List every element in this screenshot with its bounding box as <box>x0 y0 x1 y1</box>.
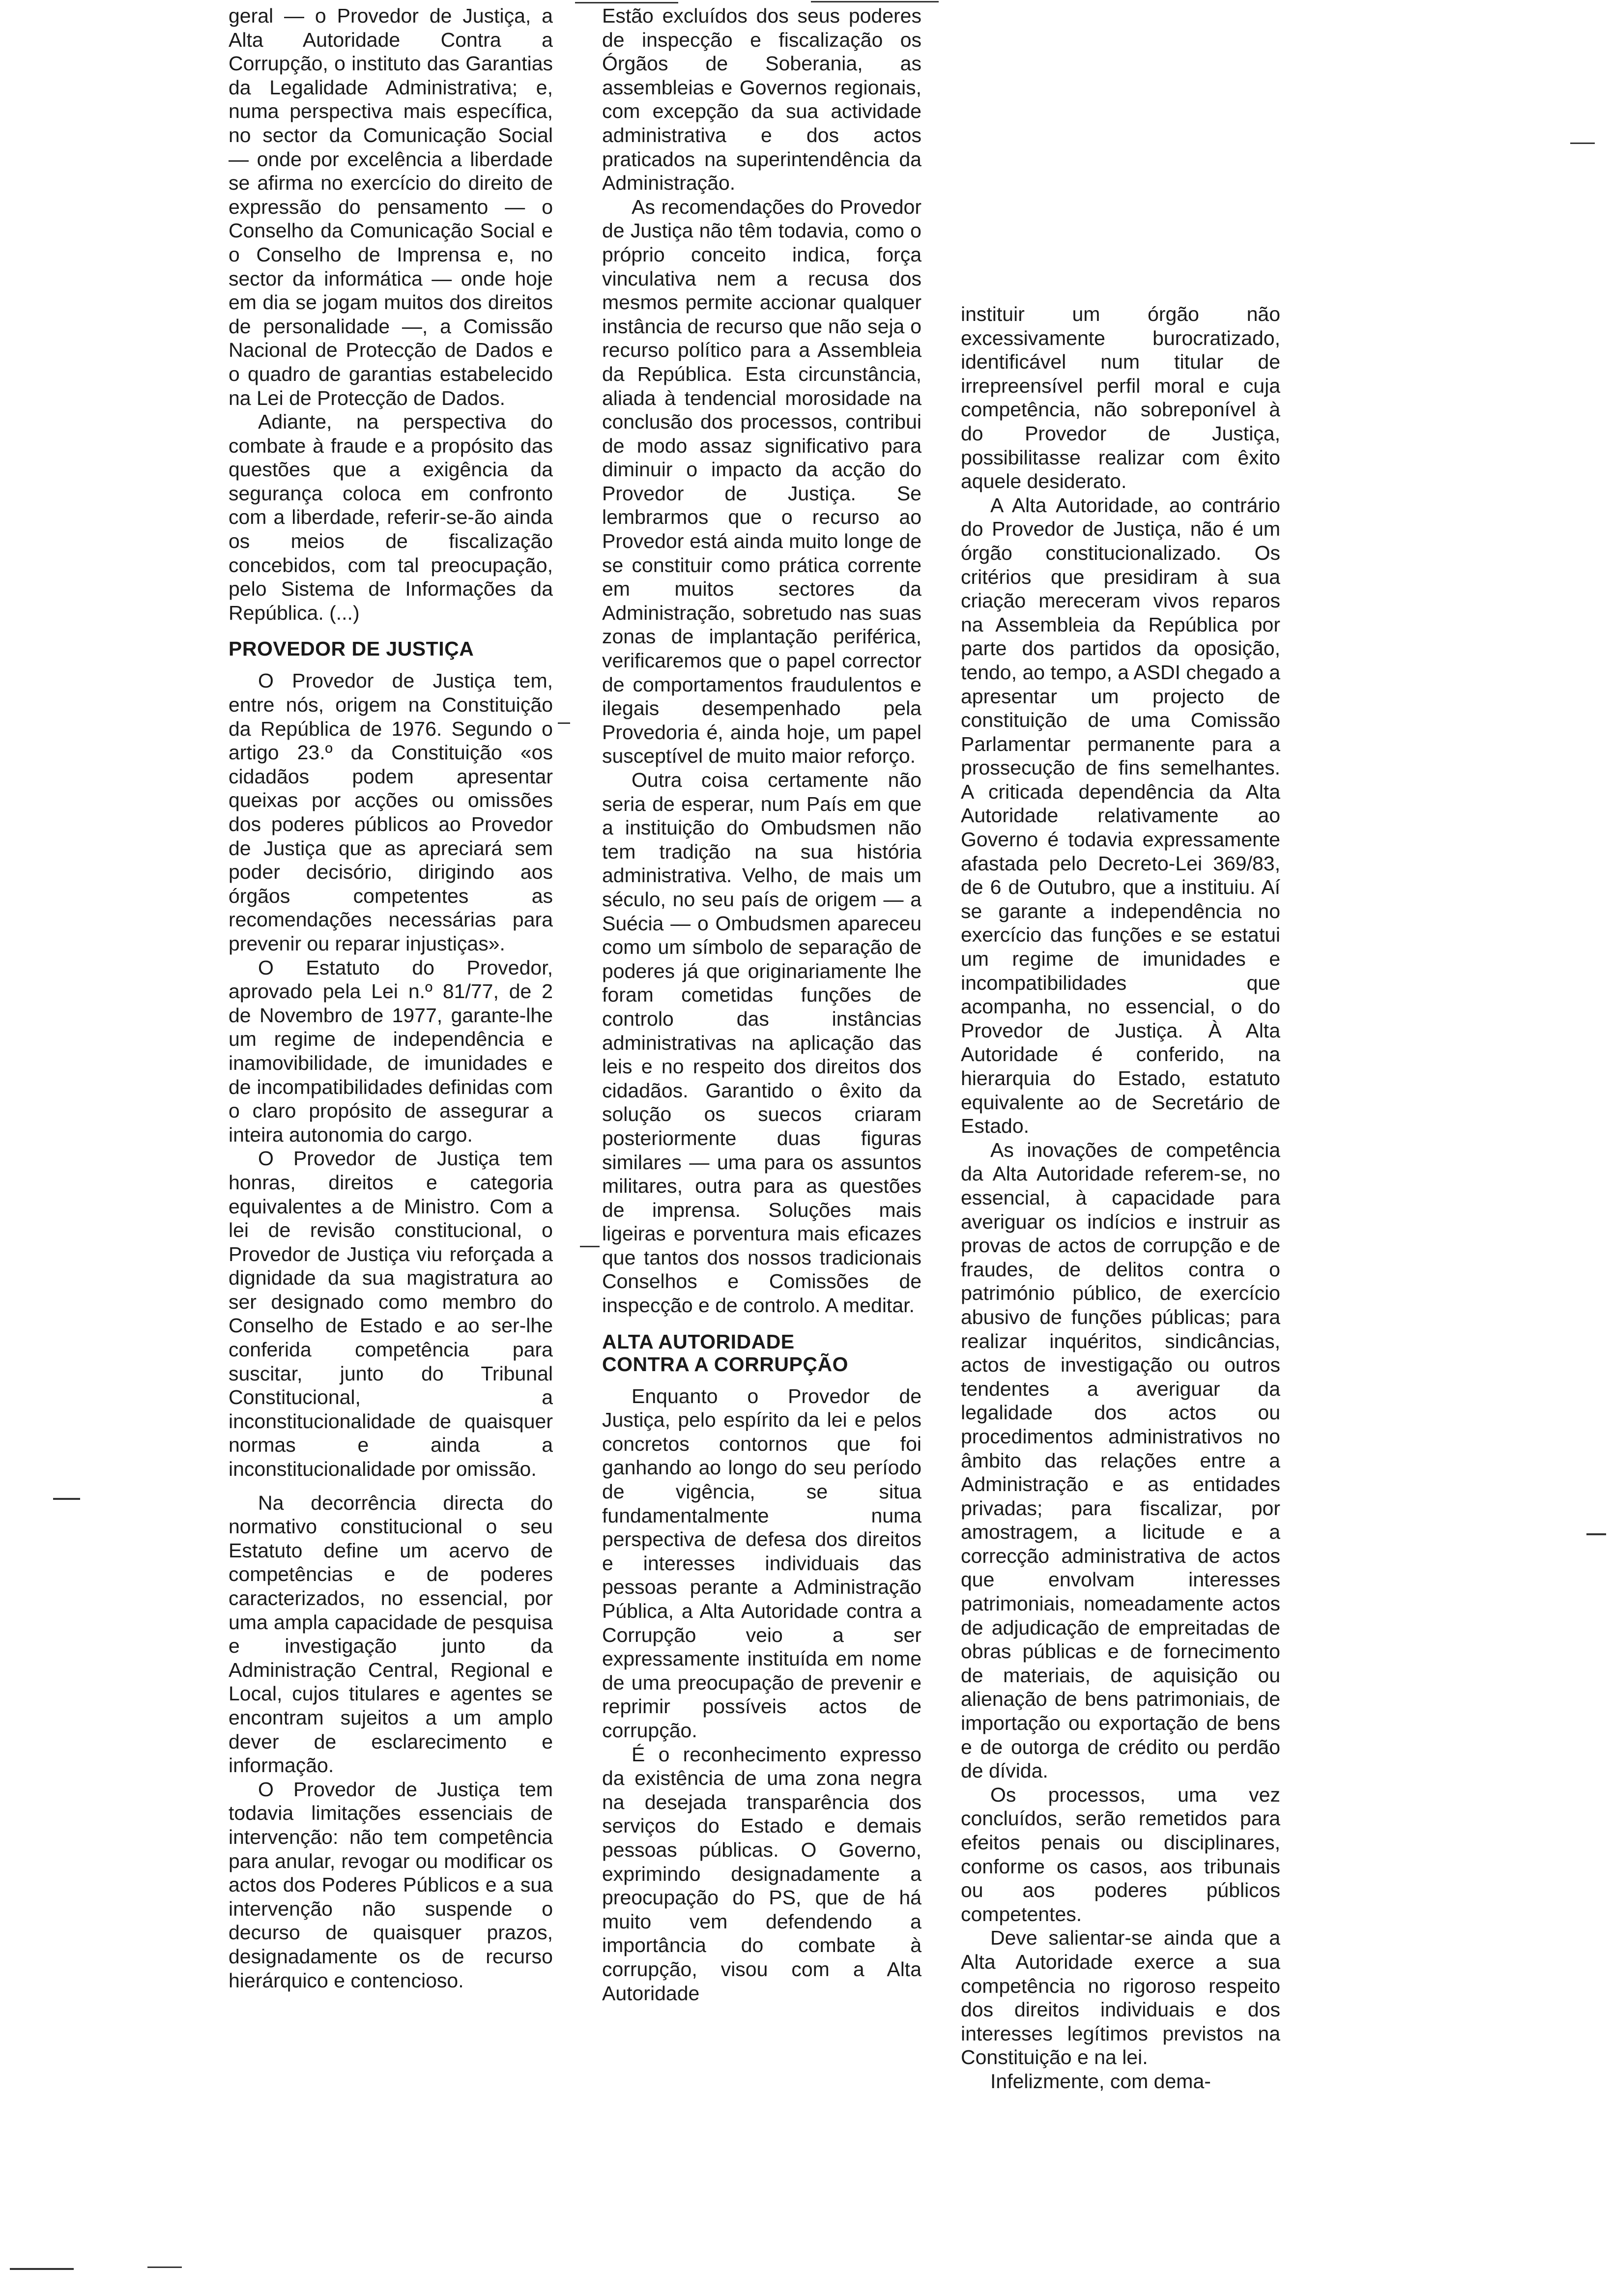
scan-mark <box>575 2 678 3</box>
paragraph: É o reconhecimento expresso da existência de uma zona negra na desejada transparência dos serviços do Estado e demais pessoas públicas. O Governo, exprimindo designadamente a preocupação do PS, que de há muito vem defendendo a importância do combate à corrupção, visou com a Alta Autoridade <box>602 1743 921 2005</box>
paragraph: Os processos, uma vez concluídos, serão remetidos para efeitos penais ou disciplinares, conforme os casos, aos tribunais ou aos poderes públicos competentes. <box>961 1783 1280 1925</box>
paragraph: geral — o Provedor de Justiça, a Alta Autoridade Contra a Corrupção, o instituto das Garantias da Legalidade Administrativa; e, numa perspectiva mais específica, no sector da Comunicação Social — onde por excelência a liberdade se afirma no exercício do direito de expressão do pensamento — o Conselho da Comunicação Social e o Conselho de Imprensa e, no sector da informática — onde hoje em dia se jogam muitos dos direitos de personalidade —, a Comissão Nacional de Protecção de Dados e o quadro de garantias estabelecido na Lei de Protecção de Dados. <box>229 4 553 409</box>
scan-mark <box>580 1246 600 1247</box>
paragraph: As recomendações do Provedor de Justiça não têm todavia, como o próprio conceito indica, força vinculativa nem a recusa dos mesmos permite accionar qualquer instância de recurso que não seja o recurso político para a Assembleia da República. Esta circunstância, aliada à tendencial morosidade na conclusão dos processos, contribui de modo assaz significativo para diminuir o impacto da acção do Provedor de Justiça. Se lembrarmos que o recurso ao Provedor está ainda muito longe de se constituir como prática corrente em muitos sectores da Administração, sobretudo nas suas zonas de implantação periférica, verificaremos que o papel corrector de comportamentos fraudulentos e ilegais desempenhado pela Provedoria é, ainda hoje, um papel susceptível de muito maior reforço. <box>602 195 921 768</box>
scan-mark <box>147 2267 182 2268</box>
scan-mark <box>53 1498 80 1500</box>
paragraph: Infelizmente, com dema- <box>990 2069 1211 2093</box>
scan-mark <box>1570 143 1595 144</box>
paragraph: O Provedor de Justiça tem todavia limitações essenciais de intervenção: não tem competência para anular, revogar ou modificar os actos dos Poderes Públicos e a sua intervenção não suspende o decurso de quaisquer prazos, designadamente os de recurso hierárquico e contencioso. <box>229 1778 553 1992</box>
paragraph: Deve salientar-se ainda que a Alta Autoridade exerce a sua competência no rigoroso respeito dos direitos individuais e dos interesses legítimos previstos na Constituição e na lei. <box>961 1926 1280 2069</box>
heading-line: CONTRA A CORRUPÇÃO <box>602 1352 848 1376</box>
paragraph: O Provedor de Justiça tem, entre nós, origem na Constituição da República de 1976. Segundo o artigo 23.º da Constituição «os cidadãos podem apresentar queixas por acções ou omissões dos poderes públicos ao Provedor de Justiça que as apreciará sem poder decisório, dirigindo aos órgãos competentes as recomendações necessárias para prevenir ou reparar injustiças». <box>229 669 553 955</box>
paragraph: Adiante, na perspectiva do combate à fraude e a propósito das questões que a exigência da segurança coloca em confronto com a liberdade, referir-se-ão ainda os meios de fiscalização concebidos, com tal preocupação, pelo Sistema de Informações da República. (...) <box>229 410 553 624</box>
paragraph: As inovações de competência da Alta Autoridade referem-se, no essencial, à capacidade para averiguar os indícios e instruir as provas de actos de corrupção e de fraudes, de delitos contra o património público, de exercício abusivo de funções públicas; para realizar inquéritos, sindicâncias, actos de investigação ou outros tendentes a averiguar da legalidade dos actos ou procedimentos administrativos no âmbito das relações entre a Administração e as entidades privadas; para fiscalizar, por amostragem, a licitude e a correcção administrativa de actos que envolvam interesses patrimoniais, nomeadamente actos de adjudicação de empreitadas de obras públicas e de fornecimento de materiais, de aquisição ou alienação de bens patrimoniais, de importação ou exportação de bens e de outorga de crédito ou perdão de dívida. <box>961 1138 1280 1782</box>
paragraph: O Estatuto do Provedor, aprovado pela Lei n.º 81/77, de 2 de Novembro de 1977, garante-lhe um regime de independência e inamovibilidade, de imunidades e de incompatibilidades definidas com o claro propósito de assegurar a inteira autonomia do cargo. <box>229 956 553 1146</box>
paragraph: Na decorrência directa do normativo constitucional o seu Estatuto define um acervo de competências e de poderes caracterizados, no essencial, por uma ampla capacidade de pesquisa e investigação junto da Administração Central, Regional e Local, cujos titulares e agentes se encontram sujeitos a um amplo dever de esclarecimento e informação. <box>229 1491 553 1777</box>
scan-mark <box>811 1 939 2</box>
paragraph: Estão excluídos dos seus poderes de inspecção e fiscalização os Órgãos de Soberania, as assembleias e Governos regionais, com excepção da sua actividade administrativa e dos actos praticados na superintendência da Administração. <box>602 4 921 195</box>
heading-line: ALTA AUTORIDADE <box>602 1330 795 1353</box>
article-column-3 <box>961 302 1280 2248</box>
paragraph: instituir um órgão não excessivamente burocratizado, identificável num titular de irrepreensível perfil moral e cuja competência, não sobreponível à do Provedor de Justiça, possibilitasse realizar com êxito aquele desiderato. <box>961 303 1280 493</box>
scan-mark <box>558 722 570 724</box>
section-heading-provedor: PROVEDOR DE JUSTIÇA <box>229 637 474 660</box>
article-column-2 <box>602 4 921 2245</box>
scan-mark <box>1586 1533 1606 1535</box>
paragraph: O Provedor de Justiça tem honras, direitos e categoria equivalentes a de Ministro. Com a lei de revisão constitucional, o Provedor de Justiça viu reforçada a dignidade da sua magistratura ao ser designado como membro do Conselho de Estado e ao ser-lhe conferida competência para suscitar, junto do Tribunal Constitucional, a inconstitucionalidade de quaisquer normas e ainda a inconstitucionalidade por omissão. <box>229 1147 553 1481</box>
section-heading-alta-autoridade <box>602 1330 921 1376</box>
scan-mark <box>10 2268 74 2270</box>
paragraph: Enquanto o Provedor de Justiça, pelo espírito da lei e pelos concretos contornos que foi ganhando ao longo do seu período de vigência, se situa fundamentalmente numa perspectiva de defesa dos direitos e interesses individuais das pessoas perante a Administração Pública, a Alta Autoridade contra a Corrupção veio a ser expressamente instituída em nome de uma preocupação de prevenir e reprimir possíveis actos de corrupção. <box>602 1384 921 1742</box>
paragraph: Outra coisa certamente não seria de esperar, num País em que a instituição do Ombudsmen não tem tradição na sua história administrativa. Velho, de mais um século, no seu país de origem — a Suécia — o Ombudsmen apareceu como um símbolo de separação de poderes já que originariamente lhe foram cometidas funções de controlo das instâncias administrativas na aplicação das leis e no respeito dos direitos dos cidadãos. Garantido o êxito da solução os suecos criaram posteriormente duas figuras similares — uma para os assuntos militares, outra para as questões de imprensa. Soluções mais ligeiras e porventura mais eficazes que tantos dos nossos tradicionais Conselhos e Comissões de inspecção e de controlo. A meditar. <box>602 769 921 1317</box>
article-column-1 <box>229 4 553 2245</box>
paragraph: A Alta Autoridade, ao contrário do Provedor de Justiça, não é um órgão constitucionalizado. Os critérios que presidiram à sua criação mereceram vivos reparos na Assembleia da República por parte dos partidos da oposição, tendo, ao tempo, a ASDI chegado a apresentar um projecto de constituição de uma Comissão Parlamentar permanente para a prossecução de fins semelhantes. A criticada dependência da Alta Autoridade relativamente ao Governo é todavia expressamente afastada pelo Decreto-Lei 369/83, de 6 de Outubro, que a instituiu. Aí se garante a independência no exercício das funções e se estatui um regime de imunidades e incompatibilidades que acompanha, no essencial, o do Provedor de Justiça. À Alta Autoridade é conferido, na hierarquia do Estado, estatuto equivalente ao de Secretário de Estado. <box>961 493 1280 1138</box>
